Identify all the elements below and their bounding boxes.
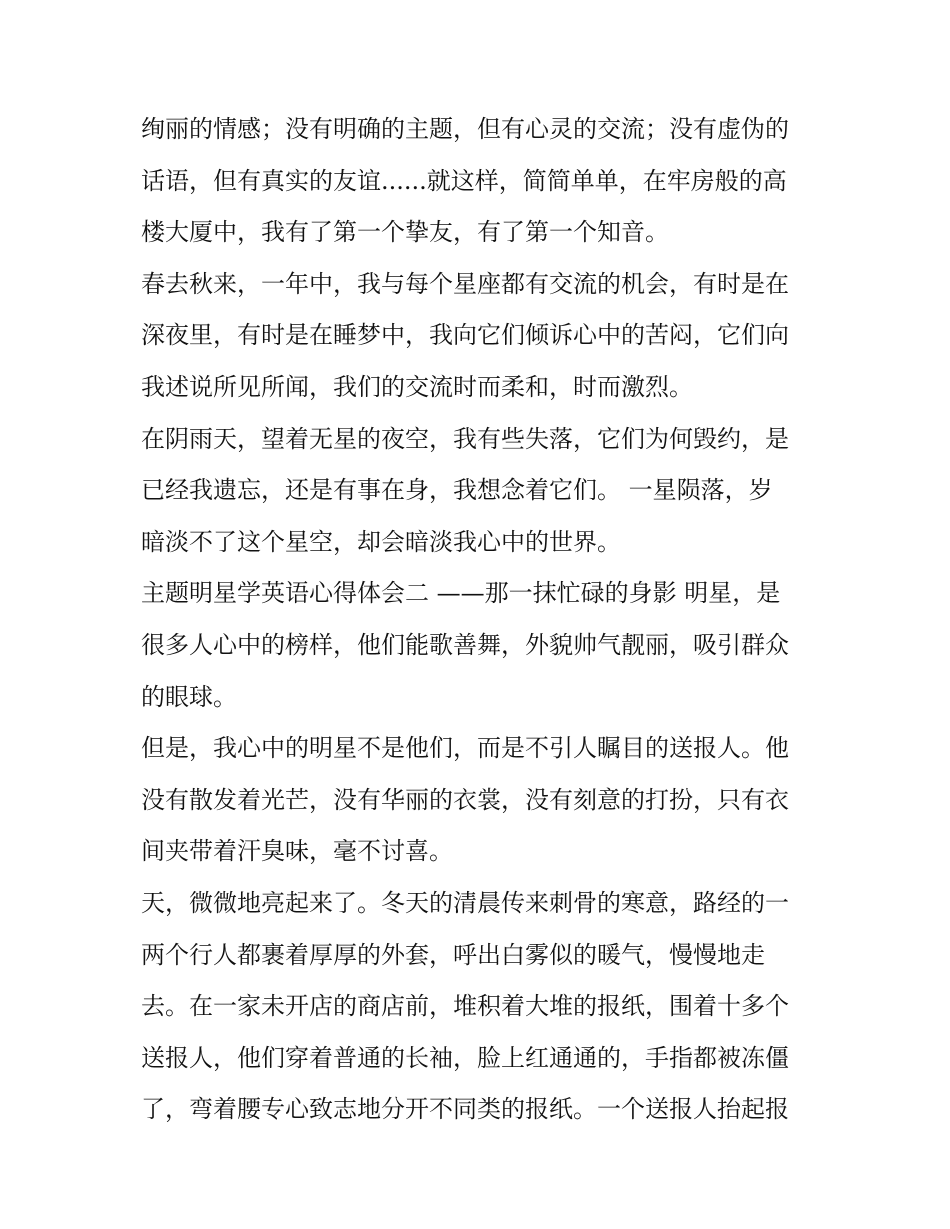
text-line: 天，微微地亮起来了。冬天的清晨传来刺骨的寒意，路经的一	[141, 888, 789, 917]
text-line: 我述说所见所闻，我们的交流时而柔和，时而激烈。	[141, 372, 693, 401]
text-line: 话语，但有真实的友谊......就这样，简简单单，在牢房般的高	[141, 166, 787, 195]
text-line: 没有散发着光芒，没有华丽的衣裳，没有刻意的打扮，只有衣	[141, 785, 789, 814]
text-line: 但是，我心中的明星不是他们，而是不引人瞩目的送报人。他	[141, 734, 789, 763]
text-line: 主题明星学英语心得体会二 ——那一抹忙碌的身影 明星，是	[141, 579, 781, 608]
text-line: 的眼球。	[141, 682, 237, 711]
text-line: 已经我遗忘，还是有事在身，我想念着它们。 一星陨落，岁	[141, 476, 773, 505]
text-line: 暗淡不了这个星空，却会暗淡我心中的世界。	[141, 527, 621, 556]
text-line: 深夜里，有时是在睡梦中，我向它们倾诉心中的苦闷，它们向	[141, 321, 789, 350]
document-body	[141, 104, 821, 1136]
text-line: 春去秋来，一年中，我与每个星座都有交流的机会，有时是在	[141, 269, 789, 298]
text-line: 在阴雨天，望着无星的夜空，我有些失落，它们为何毁约，是	[141, 424, 789, 453]
text-line: 很多人心中的榜样，他们能歌善舞，外貌帅气靓丽，吸引群众	[141, 630, 789, 659]
text-line: 绚丽的情感；没有明确的主题，但有心灵的交流；没有虚伪的	[141, 115, 789, 143]
text-line: 送报人，他们穿着普通的长袖，脸上红通通的，手指都被冻僵	[141, 1043, 789, 1072]
text-line: 两个行人都裹着厚厚的外套，呼出白雾似的暖气，慢慢地走	[141, 940, 765, 969]
text-line: 间夹带着汗臭味，毫不讨喜。	[141, 837, 453, 866]
text-line: 去。在一家未开店的商店前，堆积着大堆的报纸，围着十多个	[141, 992, 789, 1021]
text-line: 了，弯着腰专心致志地分开不同类的报纸。一个送报人抬起报	[141, 1095, 789, 1124]
text-line: 楼大厦中，我有了第一个挚友，有了第一个知音。	[141, 218, 669, 247]
